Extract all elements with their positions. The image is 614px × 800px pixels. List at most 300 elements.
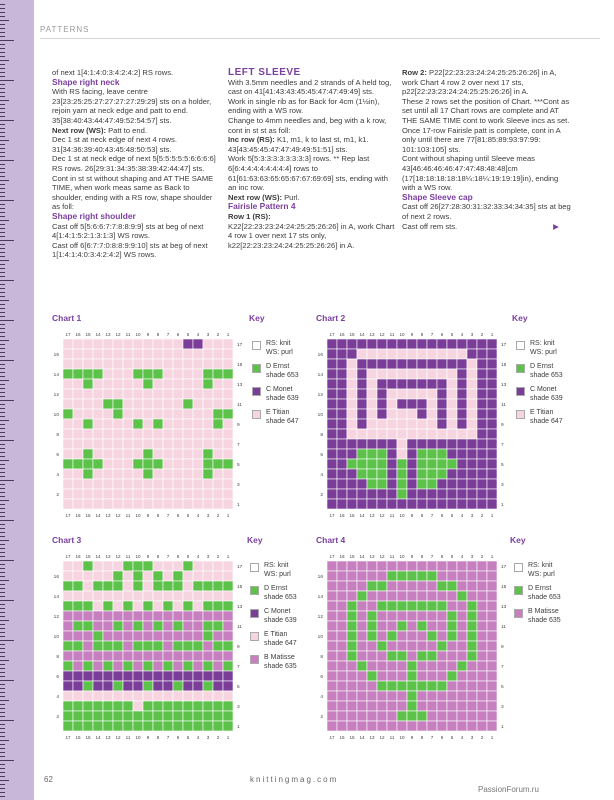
chart-cell [487, 389, 497, 399]
chart-cell [407, 641, 417, 651]
key-label-line-1: B Matisse [528, 608, 559, 615]
key-label [528, 585, 561, 602]
row-number: 13 [501, 605, 507, 610]
chart-cell [123, 721, 133, 731]
chart-cell [63, 591, 73, 601]
key-label [530, 340, 557, 357]
chart-cell [113, 601, 123, 611]
paragraph-text: K1, m1, k to last st, m1, k1. 43[43:45:45:47:47:49:49:51:51] sts. [228, 135, 369, 154]
chart-cell [367, 601, 377, 611]
chart-cell [377, 439, 387, 449]
chart-cell [153, 721, 163, 731]
chart-cell [133, 561, 143, 571]
chart-cell [327, 349, 337, 359]
ruler-tick [0, 412, 5, 413]
chart-cell [143, 399, 153, 409]
chart-cell [223, 681, 233, 691]
ruler-tick [0, 668, 5, 669]
chart-cell [327, 339, 337, 349]
chart-cell [347, 359, 357, 369]
chart-cell [123, 409, 133, 419]
chart-cell [337, 399, 347, 409]
ruler-tick [0, 148, 5, 149]
chart-cell [447, 419, 457, 429]
chart-cell [73, 631, 83, 641]
chart-cell [477, 489, 487, 499]
row-number: 5 [501, 685, 504, 690]
column-number: 13 [369, 554, 375, 559]
chart-cell [487, 459, 497, 469]
ruler-tick [0, 84, 5, 85]
paragraph-text: Cast off 6[6:7:7:0:8:8:9:9:10] sts at beg of next 1[1:4:1:4:0:3:4:2:4:2] WS rows. [52, 240, 208, 260]
column-number: 12 [379, 513, 385, 518]
chart-cell [193, 671, 203, 681]
chart-cell [397, 389, 407, 399]
chart-cell [387, 631, 397, 641]
chart-cell [163, 499, 173, 509]
chart-cell [163, 389, 173, 399]
row-number: 2 [320, 493, 323, 498]
ruler-tick [0, 196, 5, 197]
ruler-tick [0, 124, 5, 125]
chart-cell [427, 661, 437, 671]
ruler-tick [0, 760, 14, 761]
chart-cell [397, 721, 407, 731]
chart-cell [387, 561, 397, 571]
chart-cell [357, 479, 367, 489]
ruler-tick [0, 504, 5, 505]
chart-cell [83, 611, 93, 621]
chart-cell [457, 499, 467, 509]
chart-cell [447, 611, 457, 621]
column-number: 13 [369, 735, 375, 740]
chart-cell [173, 681, 183, 691]
chart-cell [223, 721, 233, 731]
column-number: 1 [226, 513, 230, 518]
chart-cell [163, 469, 173, 479]
ruler-tick [0, 500, 9, 501]
column-number: 11 [389, 735, 395, 740]
chart-cell [467, 409, 477, 419]
chart-cell [337, 479, 347, 489]
chart-cell [357, 611, 367, 621]
paragraph [402, 154, 572, 192]
chart-cell [457, 479, 467, 489]
chart-cell [93, 621, 103, 631]
chart-cell [447, 439, 457, 449]
chart-cell [367, 369, 377, 379]
chart-cell [123, 419, 133, 429]
chart-cell [417, 399, 427, 409]
chart-cell [123, 449, 133, 459]
chart-cell [123, 389, 133, 399]
chart-cell [223, 459, 233, 469]
chart-cell [477, 581, 487, 591]
ruler-tick [0, 620, 9, 621]
chart-cell [83, 429, 93, 439]
ruler-tick [0, 664, 5, 665]
chart-cell [417, 701, 427, 711]
chart-cell [103, 479, 113, 489]
chart-cell [143, 561, 153, 571]
chart-cell [143, 701, 153, 711]
watermark: PassionForum.ru [478, 785, 539, 794]
chart-cell [417, 469, 427, 479]
chart-cell [417, 379, 427, 389]
chart-cell [223, 651, 233, 661]
chart-cell [133, 671, 143, 681]
chart-cell [223, 631, 233, 641]
paragraph [402, 202, 572, 221]
chart-cell [487, 339, 497, 349]
chart-cell [113, 439, 123, 449]
chart-cell [447, 561, 457, 571]
chart-cell [387, 439, 397, 449]
chart-cell [83, 711, 93, 721]
chart-cell [163, 701, 173, 711]
paragraph-lead: Row 2: [402, 68, 430, 77]
chart-cell [457, 389, 467, 399]
chart-cell [477, 591, 487, 601]
chart-cell [367, 419, 377, 429]
column-number: 6 [440, 554, 444, 559]
paragraph-lead: Row 1 (RS): [228, 211, 271, 221]
key-swatch [252, 387, 261, 396]
ruler-tick [0, 100, 9, 101]
chart-cell [183, 591, 193, 601]
chart-cell [63, 601, 73, 611]
chart-cell [397, 439, 407, 449]
chart-cell [73, 439, 83, 449]
row-number: 17 [501, 343, 507, 348]
chart-cell [93, 419, 103, 429]
chart-cell [447, 701, 457, 711]
ruler-tick [0, 108, 5, 109]
chart-cell [357, 419, 367, 429]
chart-cell [387, 409, 397, 419]
chart-cell [437, 681, 447, 691]
chart-cell [387, 711, 397, 721]
chart-cell [407, 419, 417, 429]
chart-cell [103, 671, 113, 681]
chart-cell [457, 721, 467, 731]
chart-cell [457, 671, 467, 681]
key-label-line-1: D Ernst [266, 363, 290, 370]
text-column-1 [52, 68, 222, 260]
row-number: 12 [317, 393, 323, 398]
chart-cell [73, 651, 83, 661]
chart-cell [153, 681, 163, 691]
chart-cell [327, 631, 337, 641]
column-number: 2 [216, 513, 220, 518]
chart-cell [83, 369, 93, 379]
chart-cell [93, 469, 103, 479]
ruler-tick [0, 128, 5, 129]
column-number: 14 [95, 332, 101, 337]
paragraph [52, 174, 222, 212]
chart-cell [337, 711, 347, 721]
row-number: 13 [237, 605, 243, 610]
column-number: 1 [226, 554, 230, 559]
chart-cell [153, 711, 163, 721]
ruler-tick [0, 444, 5, 445]
chart-cell [457, 601, 467, 611]
column-number: 6 [440, 735, 444, 740]
key-label-line-2: shade 639 [530, 394, 563, 402]
ruler-tick [0, 208, 5, 209]
chart-cell [143, 661, 153, 671]
column-number: 15 [349, 332, 355, 337]
chart-cell [387, 399, 397, 409]
chart-cell [407, 581, 417, 591]
ruler-tick [0, 528, 5, 529]
chart-cell [427, 389, 437, 399]
chart-cell [337, 499, 347, 509]
chart-cell [133, 399, 143, 409]
chart-cell [213, 409, 223, 419]
chart-cell [223, 399, 233, 409]
ruler-tick [0, 476, 5, 477]
column-number: 8 [156, 735, 160, 740]
key-swatch [516, 364, 525, 373]
ruler-tick [0, 32, 5, 33]
chart-cell [427, 469, 437, 479]
chart-cell [397, 429, 407, 439]
chart-cell [173, 399, 183, 409]
chart-cell [457, 571, 467, 581]
chart-cell [397, 359, 407, 369]
chart-cell [223, 691, 233, 701]
key-label [528, 562, 555, 579]
chart-cell [223, 469, 233, 479]
chart-cell [133, 711, 143, 721]
column-number: 16 [75, 554, 81, 559]
chart-cell [133, 439, 143, 449]
chart-cell [347, 389, 357, 399]
chart-cell [397, 469, 407, 479]
chart-cell [377, 469, 387, 479]
paragraph-text: Patt to end. [106, 125, 147, 135]
chart-cell [203, 379, 213, 389]
chart-cell [213, 419, 223, 429]
chart-cell [73, 469, 83, 479]
chart-cell [123, 399, 133, 409]
chart-cell [397, 489, 407, 499]
chart-cell [143, 691, 153, 701]
section-header: PATTERNS [40, 25, 90, 34]
chart-cell [133, 621, 143, 631]
chart-cell [193, 711, 203, 721]
chart-cell [93, 359, 103, 369]
chart-cell [73, 561, 83, 571]
chart-cell [477, 621, 487, 631]
chart-cell [487, 671, 497, 681]
chart-cell [327, 601, 337, 611]
chart-cell [397, 339, 407, 349]
chart-cell [93, 641, 103, 651]
chart-cell [407, 369, 417, 379]
chart-cell [113, 571, 123, 581]
chart-cell [183, 631, 193, 641]
chart-cell [183, 641, 193, 651]
chart-cell [367, 721, 377, 731]
chart-cell [103, 681, 113, 691]
ruler-tick [0, 488, 5, 489]
column-number: 8 [156, 554, 160, 559]
ruler-tick [0, 20, 9, 21]
chart-cell [457, 661, 467, 671]
chart-cell [193, 601, 203, 611]
chart-cell [487, 721, 497, 731]
chart-cell [183, 571, 193, 581]
chart-cell [173, 379, 183, 389]
chart-cell [447, 641, 457, 651]
column-number: 5 [186, 554, 190, 559]
chart-cell [427, 571, 437, 581]
column-number: 9 [146, 332, 150, 337]
ruler-tick [0, 232, 5, 233]
chart-cell [447, 359, 457, 369]
chart-cell [427, 439, 437, 449]
chart-cell [73, 671, 83, 681]
chart-1-title: Chart 1 [52, 313, 82, 323]
row-number: 6 [56, 453, 59, 458]
chart-cell [113, 369, 123, 379]
key-label [530, 363, 563, 380]
chart-cell [447, 711, 457, 721]
ruler-tick [0, 332, 5, 333]
chart-cell [153, 591, 163, 601]
chart-cell [407, 349, 417, 359]
chart-cell [163, 601, 173, 611]
chart-cell [203, 439, 213, 449]
chart-cell [377, 621, 387, 631]
ruler-tick [0, 552, 5, 553]
column-number: 17 [329, 513, 335, 518]
column-number: 2 [480, 554, 484, 559]
chart-cell [337, 359, 347, 369]
column-number: 5 [450, 735, 454, 740]
chart-cell [203, 409, 213, 419]
chart-cell [203, 651, 213, 661]
chart-cell [153, 611, 163, 621]
chart-cell [213, 499, 223, 509]
chart-cell [447, 661, 457, 671]
chart-cell [163, 419, 173, 429]
chart-cell [377, 681, 387, 691]
chart-cell [173, 429, 183, 439]
chart-cell [173, 439, 183, 449]
chart-cell [397, 561, 407, 571]
chart-cell [103, 339, 113, 349]
chart-cell [83, 591, 93, 601]
chart-cell [427, 681, 437, 691]
chart-cell [193, 611, 203, 621]
column-number: 16 [75, 735, 81, 740]
chart-cell [143, 631, 153, 641]
chart-cell [447, 399, 457, 409]
column-number: 9 [410, 513, 414, 518]
chart-cell [133, 591, 143, 601]
chart-cell [163, 339, 173, 349]
chart-cell [387, 449, 397, 459]
ruler-tick [0, 252, 5, 253]
chart-cell [163, 581, 173, 591]
chart-cell [63, 711, 73, 721]
row-number: 2 [56, 715, 59, 720]
chart-cell [63, 561, 73, 571]
chart-cell [487, 349, 497, 359]
chart-cell [103, 701, 113, 711]
chart-cell [367, 671, 377, 681]
ruler-tick [0, 48, 5, 49]
chart-cell [183, 621, 193, 631]
chart-cell [73, 711, 83, 721]
chart-cell [193, 469, 203, 479]
chart-cell [407, 661, 417, 671]
row-number: 6 [320, 675, 323, 680]
chart-cell [113, 449, 123, 459]
ruler-tick [0, 36, 5, 37]
key-label-line-2: WS: purl [266, 348, 293, 356]
chart-cell [93, 369, 103, 379]
chart-cell [407, 561, 417, 571]
chart-cell [467, 591, 477, 601]
ruler-tick [0, 12, 5, 13]
chart-cell [457, 419, 467, 429]
chart-cell [467, 631, 477, 641]
chart-cell [173, 611, 183, 621]
ruler-tick [0, 660, 9, 661]
chart-cell [73, 459, 83, 469]
chart-cell [113, 499, 123, 509]
chart-cell [417, 479, 427, 489]
chart-cell [73, 691, 83, 701]
chart-cell [347, 379, 357, 389]
chart-cell [417, 489, 427, 499]
chart-cell [327, 459, 337, 469]
page-number: 62 [44, 775, 53, 784]
key-swatch [250, 632, 259, 641]
section-heading: Fairisle Pattern 4 [228, 201, 296, 212]
chart-cell [103, 389, 113, 399]
ruler-tick [0, 64, 5, 65]
chart-cell [327, 359, 337, 369]
chart-cell [407, 389, 417, 399]
chart-cell [213, 711, 223, 721]
chart-cell [367, 359, 377, 369]
chart-cell [427, 701, 437, 711]
row-number: 7 [501, 665, 504, 670]
chart-cell [467, 479, 477, 489]
ruler-tick [0, 188, 5, 189]
chart-cell [173, 601, 183, 611]
chart-cell [397, 601, 407, 611]
chart-cell [93, 671, 103, 681]
chart-cell [173, 581, 183, 591]
chart-cell [427, 369, 437, 379]
column-number: 15 [85, 554, 91, 559]
chart-cell [133, 571, 143, 581]
column-number: 13 [105, 513, 111, 518]
chart-cell [437, 721, 447, 731]
chart-cell [93, 711, 103, 721]
chart-cell [377, 721, 387, 731]
chart-cell [477, 449, 487, 459]
chart-cell [223, 611, 233, 621]
chart-cell [447, 489, 457, 499]
chart-cell [397, 611, 407, 621]
